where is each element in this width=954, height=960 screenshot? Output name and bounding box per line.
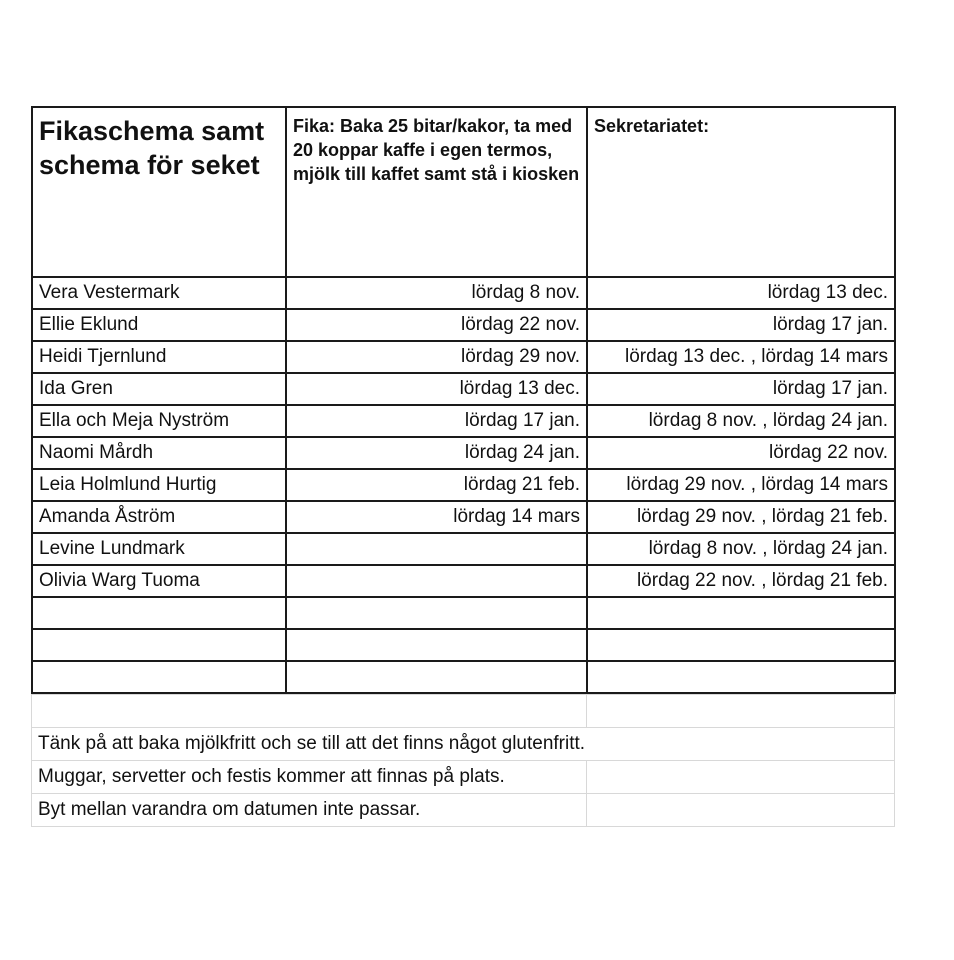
name-cell: Vera Vestermark xyxy=(32,277,286,309)
name-cell: Naomi Mårdh xyxy=(32,437,286,469)
table-row xyxy=(32,277,895,309)
empty-cell xyxy=(587,695,895,728)
sek-cell: lördag 29 nov. , lördag 21 feb. xyxy=(587,501,895,533)
table-row xyxy=(32,533,895,565)
note-text: Byt mellan varandra om datumen inte passar. xyxy=(32,794,587,827)
empty-cell xyxy=(587,761,895,794)
fika-cell: lördag 14 mars xyxy=(286,501,587,533)
table-row xyxy=(32,629,895,661)
sek-cell xyxy=(587,597,895,629)
fika-heading: Fika: Baka 25 bitar/kakor, ta med 20 koppar kaffe i egen termos, mjölk till kaffet samt stå i kiosken xyxy=(293,116,580,184)
name-cell: Olivia Warg Tuoma xyxy=(32,565,286,597)
sek-cell: lördag 13 dec. xyxy=(587,277,895,309)
note-row xyxy=(32,728,895,761)
sek-heading-cell xyxy=(587,107,895,277)
fika-cell xyxy=(286,629,587,661)
table-row xyxy=(32,309,895,341)
fika-cell xyxy=(286,565,587,597)
empty-cell xyxy=(587,794,895,827)
sek-cell xyxy=(587,629,895,661)
fika-cell xyxy=(286,597,587,629)
name-cell: Ella och Meja Nyström xyxy=(32,405,286,437)
sek-cell: lördag 22 nov. xyxy=(587,437,895,469)
sek-cell: lördag 8 nov. , lördag 24 jan. xyxy=(587,405,895,437)
schedule-sheet xyxy=(31,106,894,827)
table-row xyxy=(32,661,895,693)
sek-cell: lördag 17 jan. xyxy=(587,309,895,341)
name-cell: Ellie Eklund xyxy=(32,309,286,341)
empty-cell xyxy=(32,695,587,728)
notes-spacer-row xyxy=(32,695,895,728)
fika-cell xyxy=(286,533,587,565)
note-text: Muggar, servetter och festis kommer att finnas på plats. xyxy=(32,761,587,794)
table-row xyxy=(32,373,895,405)
name-cell: Heidi Tjernlund xyxy=(32,341,286,373)
fika-cell: lördag 17 jan. xyxy=(286,405,587,437)
name-cell: Levine Lundmark xyxy=(32,533,286,565)
sek-cell: lördag 22 nov. , lördag 21 feb. xyxy=(587,565,895,597)
table-row xyxy=(32,597,895,629)
name-cell: Leia Holmlund Hurtig xyxy=(32,469,286,501)
sekretariat-heading: Sekretariatet: xyxy=(594,116,710,136)
sek-cell: lördag 13 dec. , lördag 14 mars xyxy=(587,341,895,373)
name-cell xyxy=(32,597,286,629)
fika-cell: lördag 29 nov. xyxy=(286,341,587,373)
page-title: Fikaschema samt schema för seket xyxy=(39,116,265,180)
table-row xyxy=(32,405,895,437)
table-row xyxy=(32,565,895,597)
schedule-table xyxy=(31,106,896,694)
note-row xyxy=(32,761,895,794)
note-row xyxy=(32,794,895,827)
name-cell: Ida Gren xyxy=(32,373,286,405)
notes-table xyxy=(31,694,895,827)
name-cell xyxy=(32,629,286,661)
title-cell xyxy=(32,107,286,277)
fika-cell: lördag 24 jan. xyxy=(286,437,587,469)
fika-cell: lördag 8 nov. xyxy=(286,277,587,309)
sek-cell: lördag 17 jan. xyxy=(587,373,895,405)
header-row xyxy=(32,107,895,277)
table-row xyxy=(32,437,895,469)
name-cell: Amanda Åström xyxy=(32,501,286,533)
name-cell xyxy=(32,661,286,693)
fika-cell: lördag 22 nov. xyxy=(286,309,587,341)
fika-cell: lördag 21 feb. xyxy=(286,469,587,501)
sek-cell: lördag 29 nov. , lördag 14 mars xyxy=(587,469,895,501)
table-row xyxy=(32,501,895,533)
fika-cell: lördag 13 dec. xyxy=(286,373,587,405)
table-row xyxy=(32,341,895,373)
note-text: Tänk på att baka mjölkfritt och se till att det finns något glutenfritt. xyxy=(32,728,895,761)
sek-cell: lördag 8 nov. , lördag 24 jan. xyxy=(587,533,895,565)
fika-heading-cell xyxy=(286,107,587,277)
table-row xyxy=(32,469,895,501)
sek-cell xyxy=(587,661,895,693)
fika-cell xyxy=(286,661,587,693)
